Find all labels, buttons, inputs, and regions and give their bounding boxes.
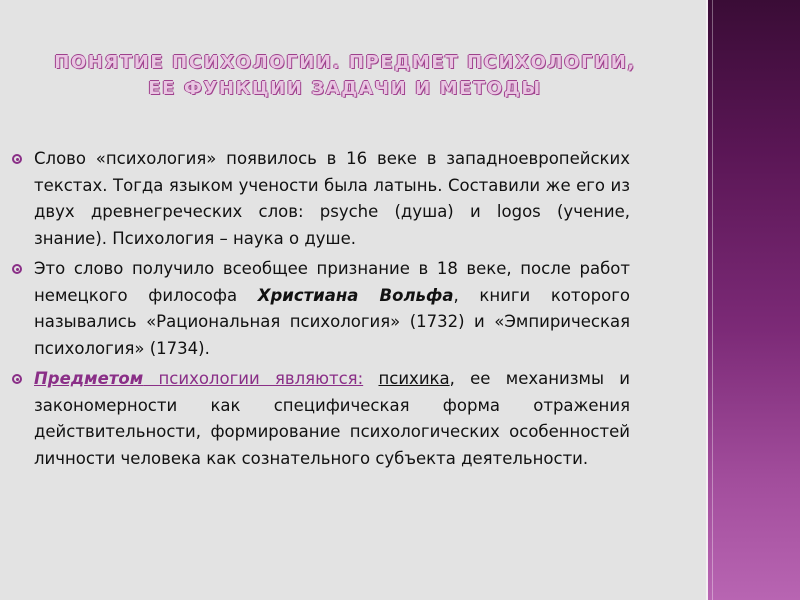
- ring-bullet-icon: [12, 154, 22, 164]
- subject-term: Предметом: [34, 369, 144, 388]
- sidebar-highlight: [712, 0, 713, 600]
- bullet-text: Это слово получило всеобщее признание в 18 веке, после работ немецкого философа: [34, 259, 630, 305]
- bullet-text: , ее механизмы и закономерности как специфическая форма отражения действительности, формирование психологических особенностей личности человека как сознательного субъекта деятельности.: [34, 369, 630, 468]
- ring-bullet-icon: [12, 374, 22, 384]
- bullet-gap: [363, 369, 378, 388]
- bullet-item: [10, 366, 630, 472]
- psyche-word: психика: [378, 369, 450, 388]
- philosopher-name: Христиана Вольфа: [257, 285, 454, 305]
- subject-rest: психологии являются:: [143, 369, 364, 388]
- bullet-item: [10, 256, 630, 362]
- bullet-text: , книги которого назывались «Рациональная психология» (1732) и «Эмпирическая психология» (1734).: [34, 285, 630, 358]
- bullet-list: [10, 146, 630, 476]
- ring-bullet-icon: [12, 264, 22, 274]
- bullet-text: Слово «психология» появилось в 16 веке в западноевропейских текстах. Тогда языком учености была латынь. Составили же его из двух древнегреческих слов: psyche (душа) и logos (учение, знание). Психология – наука о душе.: [34, 149, 630, 248]
- slide-title: ПОНЯТИЕ ПСИХОЛОГИИ. ПРЕДМЕТ ПСИХОЛОГИИ, ЕЕ ФУНКЦИИ ЗАДАЧИ И МЕТОДЫ: [54, 52, 636, 99]
- bullet-item: [10, 146, 630, 252]
- decorative-sidebar: [708, 0, 800, 600]
